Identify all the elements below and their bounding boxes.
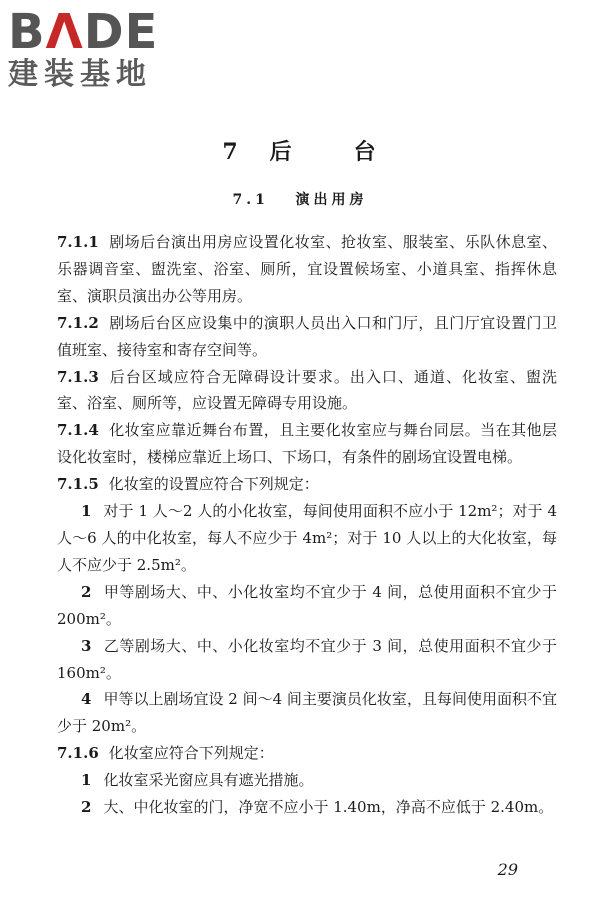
clause-7-1-6 [57, 740, 557, 767]
clause-7-1-2 [57, 310, 557, 364]
logo-letter-a: Λ [45, 4, 84, 60]
clause-7-1-1 [57, 229, 557, 310]
clause-number: 7.1.6 [57, 744, 99, 763]
clause-7-1-4 [57, 417, 557, 471]
logo [8, 4, 159, 92]
item-number: 1 [81, 771, 92, 790]
item-text: 大、中化妆室的门，净宽不应小于 1.40m，净高不应低于 2.40m。 [103, 798, 554, 817]
section-number: 7.1 [232, 192, 269, 208]
section-title: 演出用房 [295, 192, 368, 208]
clause-number: 7.1.3 [57, 367, 99, 386]
section-heading [0, 189, 600, 209]
item-text: 甲等以上剧场宜设 2 间～4 间主要演员化妆室，且每间使用面积不宜少于 20m²。 [57, 690, 557, 736]
item-text: 对于 1 人～2 人的小化妆室，每间使用面积不应小于 12m²；对于 4 人～6 人的中化妆室，每人不应少于 4m²；对于 10 人以上的大化妆室，每人不应少于 2.5m²。 [57, 502, 557, 574]
chapter-heading [0, 135, 600, 166]
clause-number: 7.1.4 [57, 421, 99, 440]
chapter-title-part-2: 台 [353, 139, 378, 165]
clause-text: 剧场后台区应设集中的演职人员出入口和门厅，且门厅宜设置门卫值班室、接待室和寄存空间等。 [57, 313, 557, 359]
clause-text: 化妆室的设置应符合下列规定： [108, 475, 319, 494]
item-number: 2 [81, 798, 92, 817]
clause-item [57, 794, 557, 821]
clause-text: 后台区域应符合无障碍设计要求。出入口、通道、化妆室、盥洗室、浴室、厕所等，应设置无障碍专用设施。 [57, 367, 557, 413]
clause-7-1-3 [57, 364, 557, 418]
body-text [57, 229, 557, 821]
item-text: 甲等剧场大、中、小化妆室均不宜少于 4 间，总使用面积不宜少于 200m²。 [57, 582, 557, 628]
clause-item [57, 498, 557, 579]
clause-number: 7.1.2 [57, 313, 99, 332]
clause-item [57, 686, 557, 740]
logo-letter-b: B [8, 4, 46, 60]
item-number: 4 [81, 690, 92, 709]
clause-item [57, 767, 557, 794]
item-text: 化妆室采光窗应具有遮光措施。 [103, 771, 314, 790]
logo-chinese: 建装基地 [8, 57, 152, 92]
item-text: 乙等剧场大、中、小化妆室均不宜少于 3 间，总使用面积不宜少于 160m²。 [57, 636, 557, 682]
logo-wordmark [8, 4, 159, 60]
clause-text: 剧场后台演出用房应设置化妆室、抢妆室、服装室、乐队休息室、乐器调音室、盥洗室、浴室、厕所，宜设置候场室、小道具室、指挥休息室、演职员演出办公等用房。 [57, 233, 557, 305]
chapter-number: 7 [222, 139, 240, 165]
clause-item [57, 579, 557, 633]
clause-7-1-5 [57, 471, 557, 498]
item-number: 2 [81, 582, 92, 601]
clause-text: 化妆室应符合下列规定： [108, 744, 274, 763]
item-number: 1 [81, 502, 92, 521]
chapter-title-part-1: 后 [269, 139, 294, 165]
item-number: 3 [81, 636, 92, 655]
clause-text: 化妆室应靠近舞台布置，且主要化妆室应与舞台同层。当在其他层设化妆室时，楼梯应靠近上场口、下场口，有条件的剧场宜设置电梯。 [57, 421, 557, 467]
clause-number: 7.1.5 [57, 475, 99, 494]
clause-item [57, 633, 557, 687]
page-number: 29 [497, 860, 518, 879]
clause-number: 7.1.1 [57, 233, 99, 251]
logo-letters-de: DE [83, 4, 159, 60]
